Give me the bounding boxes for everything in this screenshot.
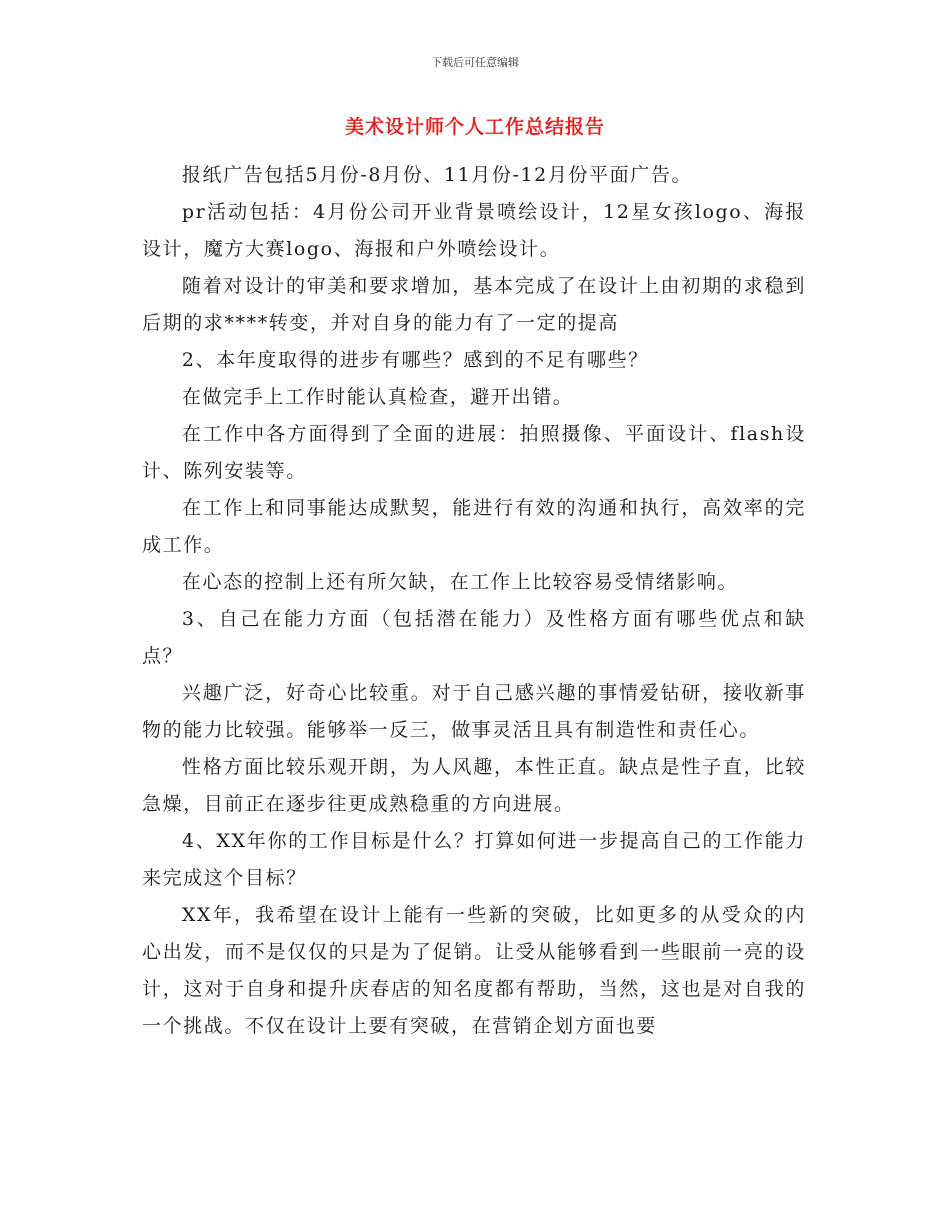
- document-title: 美术设计师个人工作总结报告: [344, 116, 605, 138]
- paragraph: pr活动包括：4月份公司开业背景喷绘设计，12星女孩logo、海报设计，魔方大赛logo、海报和户外喷绘设计。: [142, 201, 806, 260]
- paragraph: 在工作上和同事能达成默契，能进行有效的沟通和执行，高效率的完成工作。: [142, 497, 806, 556]
- paragraph: 在工作中各方面得到了全面的进展：拍照摄像、平面设计、flash设计、陈列安装等。: [142, 423, 806, 482]
- document-body: [142, 157, 806, 1045]
- paragraph: 2、本年度取得的进步有哪些？感到的不足有哪些？: [181, 349, 649, 371]
- paragraph: 性格方面比较乐观开朗，为人风趣，本性正直。缺点是性子直，比较急燥，目前正在逐步往更成熟稳重的方向进展。: [142, 756, 806, 815]
- paragraph: 报纸广告包括5月份-8月份、11月份-12月份平面广告。: [181, 164, 693, 186]
- paragraph: 在心态的控制上还有所欠缺，在工作上比较容易受情绪影响。: [181, 571, 739, 593]
- paragraph: 3、自己在能力方面（包括潜在能力）及性格方面有哪些优点和缺点？: [142, 608, 806, 667]
- paragraph: 兴趣广泛，好奇心比较重。对于自己感兴趣的事情爱钻研，接收新事物的能力比较强。能够举一反三，做事灵活且具有制造性和责任心。: [142, 682, 806, 741]
- paragraph: XX年，我希望在设计上能有一些新的突破，比如更多的从受众的内心出发，而不是仅仅的只是为了促销。让受从能够看到一些眼前一亮的设计，这对于自身和提升庆春店的知名度都有帮助，当然，这也是对自我的一个挑战。不仅在设计上要有突破，在营销企划方面也要: [142, 904, 806, 1037]
- header-note: 下载后可任意编辑: [431, 56, 519, 69]
- paragraph: 随着对设计的审美和要求增加，基本完成了在设计上由初期的求稳到后期的求****转变，并对自身的能力有了一定的提高: [142, 275, 806, 334]
- paragraph: 4、XX年你的工作目标是什么？打算如何进一步提高自己的工作能力来完成这个目标？: [142, 830, 806, 889]
- paragraph: 在做完手上工作时能认真检查，避开出错。: [181, 386, 574, 408]
